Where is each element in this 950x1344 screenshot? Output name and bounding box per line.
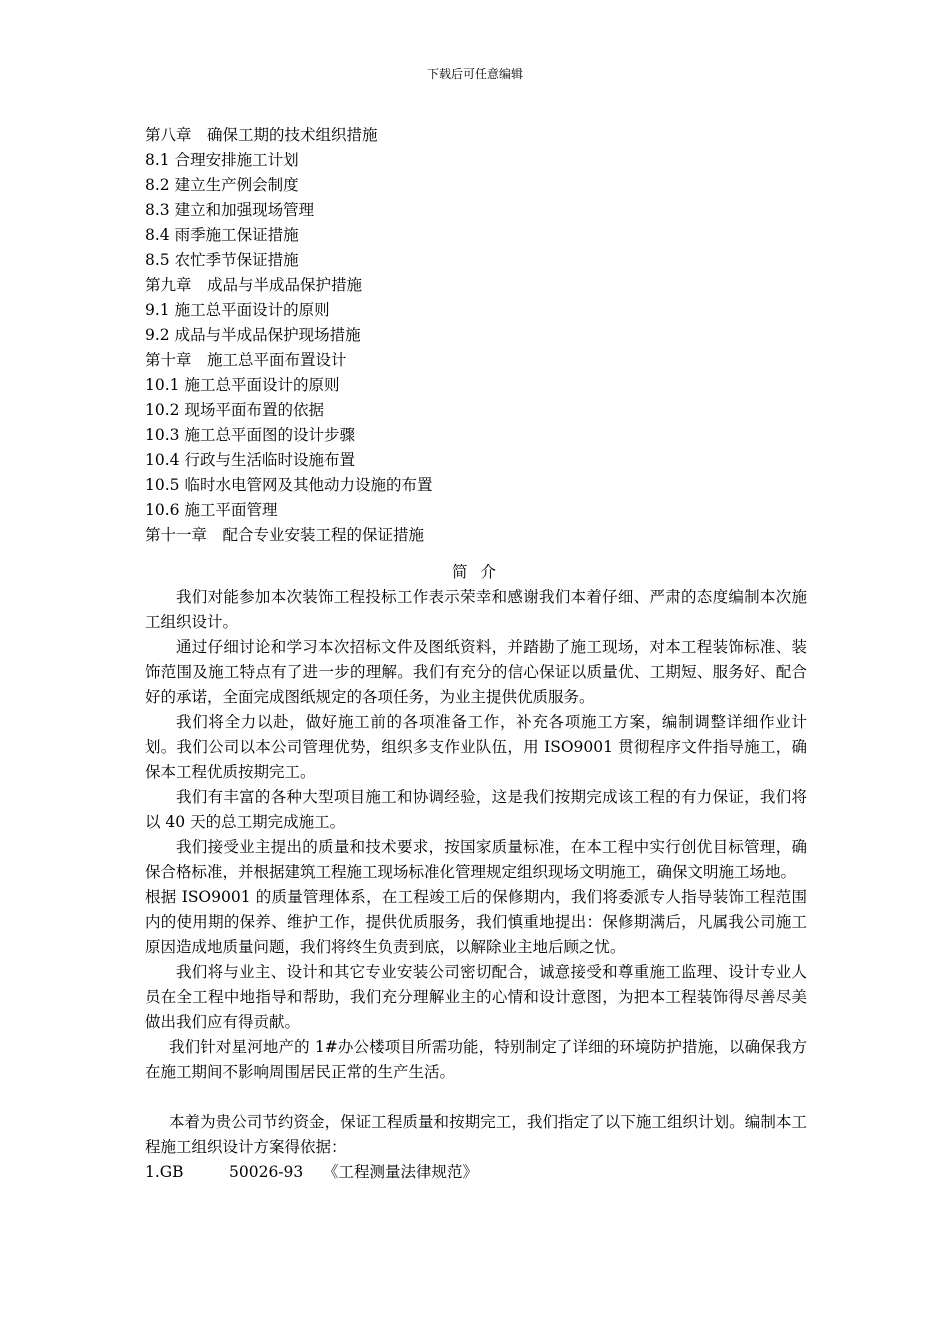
toc-item: 8.4 雨季施工保证措施 — [145, 226, 299, 244]
toc-chapter-10: 第十章 施工总平面布置设计 — [145, 351, 347, 369]
toc-item: 9.1 施工总平面设计的原则 — [145, 301, 330, 319]
toc-item: 10.6 施工平面管理 — [145, 501, 278, 519]
toc-item: 10.4 行政与生活临时设施布置 — [145, 451, 355, 469]
reference-list — [145, 1160, 807, 1185]
intro-paragraph: 本着为贵公司节约资金，保证工程质量和按期完工，我们指定了以下施工组织计划。编制本工程施工组织设计方案得依据： — [145, 1113, 807, 1156]
toc-item: 10.3 施工总平面图的设计步骤 — [145, 426, 355, 444]
intro-section — [145, 585, 807, 1160]
toc-item: 8.5 农忙季节保证措施 — [145, 251, 299, 269]
toc-chapter-11: 第十一章 配合专业安装工程的保证措施 — [145, 526, 425, 544]
document-body — [145, 123, 807, 1185]
intro-paragraph: 根据 ISO9001 的质量管理体系，在工程竣工后的保修期内，我们将委派专人指导装饰工程范围内的使用期的保养、维护工作，提供优质服务，我们慎重地提出：保修期满后，凡属我公司施工原因造成地质量问题，我们将终生负责到底，以解除业主地后顾之忧。 — [145, 888, 807, 956]
toc-item: 8.1 合理安排施工计划 — [145, 151, 299, 169]
intro-paragraph: 我们接受业主提出的质量和技术要求，按国家质量标准，在本工程中实行创优目标管理，确保合格标准，并根据建筑工程施工现场标准化管理规定组织现场文明施工，确保文明施工场地。 — [145, 838, 807, 881]
page-header: 下载后可任意编辑 — [426, 67, 523, 81]
toc-item: 10.5 临时水电管网及其他动力设施的布置 — [145, 476, 433, 494]
toc-item: 8.3 建立和加强现场管理 — [145, 201, 315, 219]
intro-title: 简 介 — [452, 563, 500, 581]
toc-item: 10.1 施工总平面设计的原则 — [145, 376, 340, 394]
intro-paragraph: 我们对能参加本次装饰工程投标工作表示荣幸和感谢我们本着仔细、严肃的态度编制本次施工组织设计。 — [145, 588, 807, 631]
toc-item: 9.2 成品与半成品保护现场措施 — [145, 326, 361, 344]
intro-paragraph: 我们将与业主、设计和其它专业安装公司密切配合，诚意接受和尊重施工监理、设计专业人员在全工程中地指导和帮助，我们充分理解业主的心情和设计意图，为把本工程装饰得尽善尽美做出我们应有得贡献。 — [145, 963, 807, 1031]
intro-paragraph: 我们有丰富的各种大型项目施工和协调经验，这是我们按期完成该工程的有力保证，我们将以 40 天的总工期完成施工。 — [145, 788, 807, 831]
reference-item — [145, 1160, 807, 1185]
reference-code: 50026-93 — [229, 1163, 304, 1181]
blank-line — [145, 1085, 807, 1110]
reference-name: 《工程测量法律规范》 — [323, 1163, 479, 1181]
intro-paragraph: 我们针对星河地产的 1#办公楼项目所需功能，特别制定了详细的环境防护措施，以确保我方在施工期间不影响周围居民正常的生产生活。 — [145, 1038, 807, 1081]
toc-item: 10.2 现场平面布置的依据 — [145, 401, 324, 419]
intro-paragraph: 通过仔细讨论和学习本次招标文件及图纸资料，并踏勘了施工现场，对本工程装饰标准、装饰范围及施工特点有了进一步的理解。我们有充分的信心保证以质量优、工期短、服务好、配合好的承诺，全面完成图纸规定的各项任务，为业主提供优质服务。 — [145, 638, 807, 706]
toc-item: 8.2 建立生产例会制度 — [145, 176, 299, 194]
toc-chapter-8: 第八章 确保工期的技术组织措施 — [145, 126, 378, 144]
intro-paragraph: 我们将全力以赴，做好施工前的各项准备工作，补充各项施工方案，编制调整详细作业计划。我们公司以本公司管理优势，组织多支作业队伍，用 ISO9001 贯彻程序文件指导施工，确保本工程优质按期完工。 — [145, 713, 807, 781]
reference-prefix: 1.GB — [145, 1163, 184, 1181]
toc-chapter-9: 第九章 成品与半成品保护措施 — [145, 276, 363, 294]
table-of-contents — [145, 123, 807, 548]
